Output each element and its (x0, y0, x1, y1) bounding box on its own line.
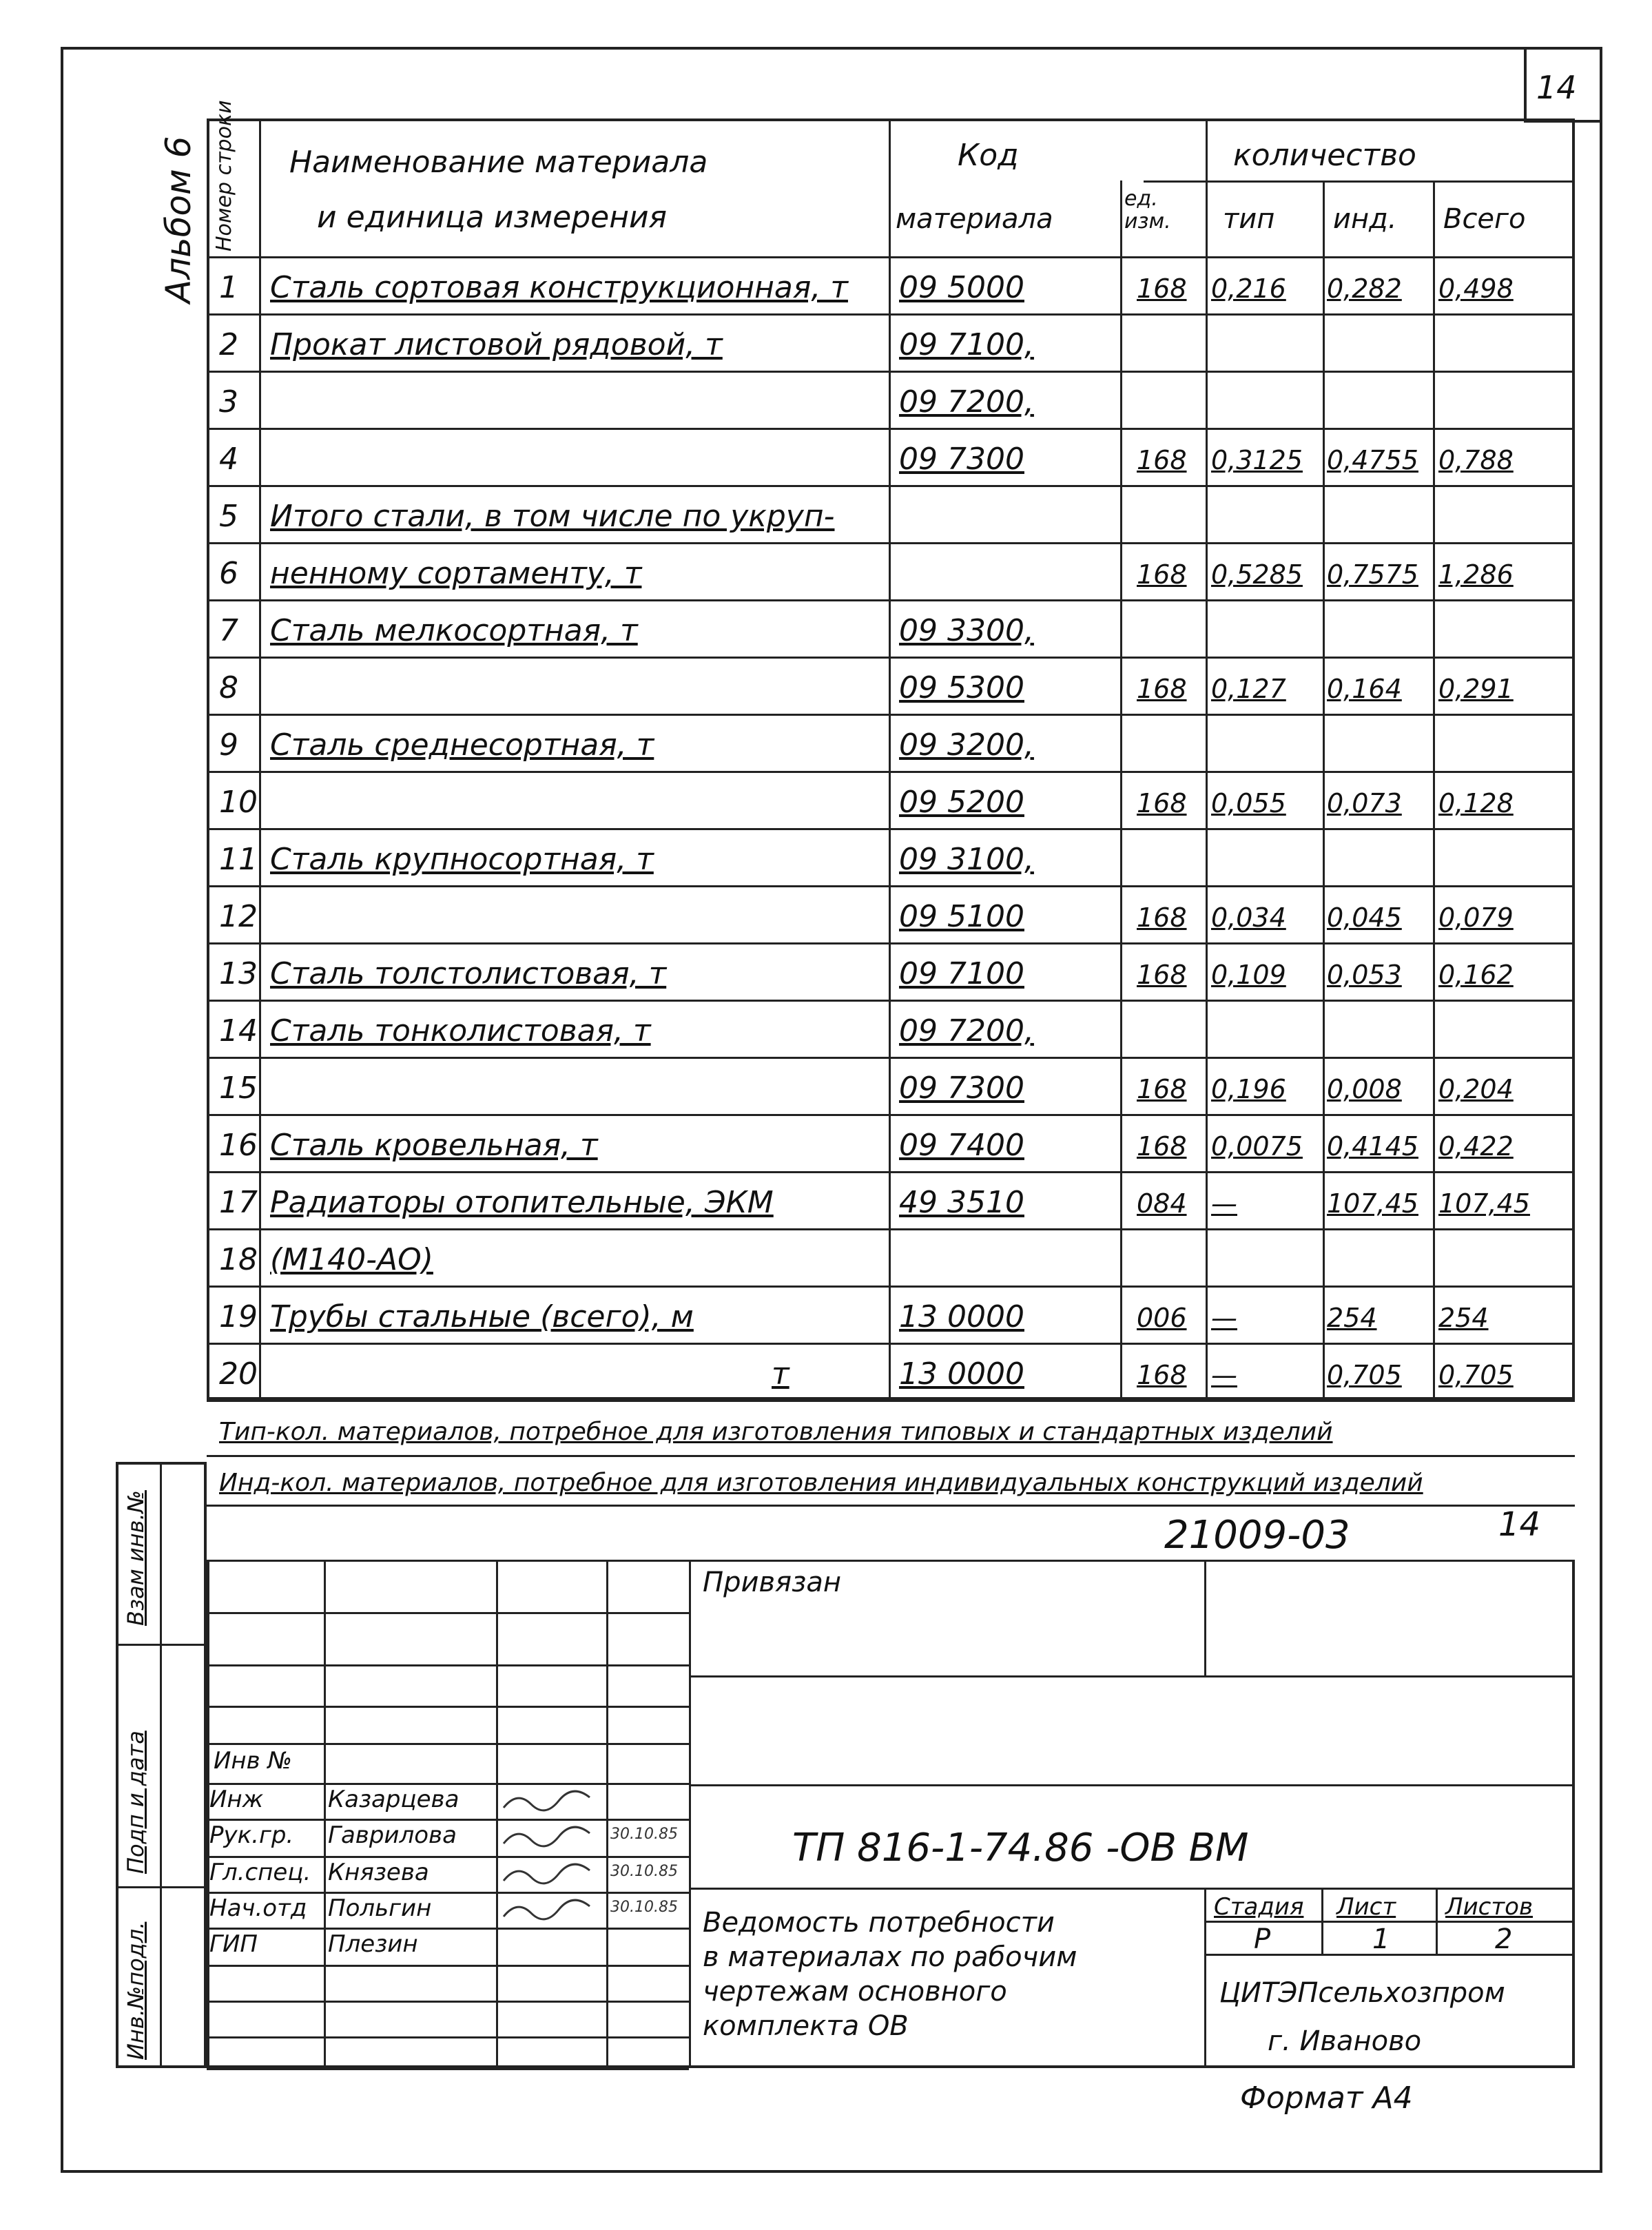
qty-ind: 107,45 (1327, 1188, 1418, 1219)
material-name: Итого стали, в том числе по укруп- (270, 499, 835, 534)
tb-line-c (689, 1888, 1575, 1890)
material-name: Сталь толстолистовая, т (270, 956, 667, 991)
material-code: 09 3100, (899, 842, 1034, 877)
unit-code: 168 (1137, 1131, 1187, 1162)
material-name: (М140-АО) (270, 1242, 433, 1277)
note-ind: Инд-кол. материалов, потребное для изготовления индивидуальных конструкций изделий (219, 1469, 1423, 1497)
qty-ind: 0,164 (1327, 674, 1402, 704)
row-number: 18 (219, 1242, 258, 1277)
qty-total: 0,291 (1438, 674, 1514, 704)
tb-privyazan-split (1204, 1560, 1206, 1675)
qty-ind: 0,045 (1327, 902, 1402, 933)
row-divider (207, 313, 1575, 316)
signature-scribble (500, 1896, 597, 1929)
material-name: Сталь крупносортная, т (270, 842, 654, 877)
unit-code: 168 (1137, 1074, 1187, 1104)
staff-role: Нач.отд (209, 1895, 307, 1922)
row-divider (207, 885, 1575, 887)
tb-split (689, 1560, 691, 2068)
qty-tip: 0,5285 (1211, 559, 1303, 590)
col-line-name (889, 118, 891, 1400)
staff-grid-col (606, 1560, 608, 2068)
row-divider (207, 1228, 1575, 1230)
tb-sheets: 2 (1495, 1923, 1513, 1955)
header-quantity: количество (1233, 138, 1416, 173)
tb-org: ЦИТЭПсельхозпром (1219, 1977, 1505, 2009)
row-divider (207, 428, 1575, 430)
material-code: 09 5000 (899, 270, 1024, 305)
material-name: Прокат листовой рядовой, т (270, 327, 723, 362)
doc-number: 21009-03 (1164, 1513, 1350, 1558)
qty-total: 0,128 (1438, 788, 1514, 818)
material-code: 09 7200, (899, 384, 1034, 420)
signature-scribble (500, 1823, 597, 1856)
material-code: 13 0000 (899, 1356, 1024, 1392)
staff-grid-row (207, 1743, 689, 1745)
notes-top (207, 1400, 1575, 1402)
sidebar-divider (160, 1462, 162, 2068)
unit-code: 168 (1137, 788, 1187, 818)
qty-tip: 0,216 (1211, 273, 1286, 304)
sidebar-podp: Подп и дата (123, 1731, 149, 1874)
header-code: Код (958, 138, 1019, 173)
material-name: Сталь сортовая конструкционная, т (270, 270, 848, 305)
row-divider (207, 714, 1575, 716)
row-number: 1 (219, 270, 238, 305)
material-name: Сталь тонколистовая, т (270, 1013, 651, 1049)
tb-desc-4: комплекта ОВ (703, 2010, 909, 2042)
qty-ind: 0,4145 (1327, 1131, 1418, 1162)
tb-line-a (689, 1675, 1575, 1677)
tb-stage-label: Стадия (1214, 1893, 1304, 1921)
note-tip: Тип-кол. материалов, потребное для изготовления типовых и стандартных изделий (219, 1418, 1333, 1446)
header-qty-total: Всего (1443, 203, 1526, 235)
unit-code: 168 (1137, 445, 1187, 475)
sidebar-line-1 (116, 1644, 207, 1646)
tb-doc-code: ТП 816-1-74.86 -ОВ ВМ (792, 1826, 1249, 1870)
unit-code: 168 (1137, 273, 1187, 304)
staff-name: Гаврилова (328, 1821, 457, 1849)
signature-scribble (500, 1787, 597, 1820)
material-name: Сталь среднесортная, т (270, 727, 654, 763)
staff-date: 30.10.85 (610, 1826, 678, 1843)
material-code: 09 7200, (899, 1013, 1034, 1049)
tb-desc-2: в материалах по рабочим (703, 1941, 1077, 1973)
row-divider (207, 1057, 1575, 1059)
material-code: 09 5300 (899, 670, 1024, 705)
row-divider (207, 1286, 1575, 1288)
row-divider (207, 542, 1575, 544)
staff-role: ГИП (209, 1930, 258, 1958)
qty-tip: — (1211, 1303, 1237, 1333)
staff-grid-row (207, 1664, 689, 1666)
tb-line-b (689, 1784, 1575, 1786)
row-number: 7 (219, 613, 238, 648)
sidebar-inv: Инв.№подл. (123, 1921, 149, 2060)
qty-tip: 0,0075 (1211, 1131, 1303, 1162)
tb-desc-1: Ведомость потребности (703, 1907, 1055, 1939)
qty-total: 0,162 (1438, 960, 1514, 990)
material-code: 09 7400 (899, 1128, 1024, 1163)
qty-tip: — (1211, 1360, 1237, 1390)
staff-name: Плезин (328, 1930, 418, 1958)
row-divider (207, 485, 1575, 487)
sidebar-vzam: Взам инв.№ (123, 1490, 149, 1626)
col-line-code (1120, 180, 1122, 1400)
doc-page: 14 (1498, 1505, 1541, 1544)
material-code: 09 7300 (899, 442, 1024, 477)
row-number: 20 (219, 1356, 258, 1392)
material-code: 09 5200 (899, 785, 1024, 820)
row-number: 8 (219, 670, 238, 705)
tb-stage-v2 (1436, 1888, 1438, 1954)
qty-total: 1,286 (1438, 559, 1514, 590)
col-line-tip (1323, 180, 1325, 1400)
header-divider-code (1144, 180, 1575, 183)
qty-ind: 0,073 (1327, 788, 1402, 818)
material-name: ненному сортаменту, т (270, 556, 642, 591)
staff-grid-row (207, 1819, 689, 1821)
tb-city: г. Иваново (1268, 2025, 1422, 2057)
material-name: Трубы стальные (всего), м (270, 1299, 694, 1334)
staff-grid-row (207, 1856, 689, 1858)
header-qty-ind: инд. (1333, 203, 1397, 235)
staff-grid-col (324, 1560, 326, 2068)
row-number: 13 (219, 956, 258, 991)
qty-ind: 0,053 (1327, 960, 1402, 990)
staff-grid-row (207, 1965, 689, 1967)
col-line-unit (1206, 118, 1208, 1400)
qty-total: 0,788 (1438, 445, 1514, 475)
staff-grid-row (207, 1560, 689, 1562)
row-divider (207, 371, 1575, 373)
qty-tip: 0,109 (1211, 960, 1286, 990)
material-code: 09 7100, (899, 327, 1034, 362)
material-code: 49 3510 (899, 1185, 1024, 1220)
header-code-material: материала (896, 203, 1053, 235)
header-bottom (207, 256, 1575, 258)
notes-mid (207, 1455, 1575, 1457)
material-name: Сталь мелкосортная, т (270, 613, 638, 648)
staff-name: Польгин (328, 1895, 432, 1922)
col-line-rowno (259, 118, 261, 1400)
tb-privyazan: Привязан (703, 1567, 842, 1598)
row-number: 17 (219, 1185, 258, 1220)
row-number: 3 (219, 384, 238, 420)
row-number: 16 (219, 1128, 258, 1163)
qty-total: 107,45 (1438, 1188, 1530, 1219)
row-divider (207, 771, 1575, 773)
row-divider (207, 942, 1575, 944)
header-name-line2: и единица измерения (317, 200, 668, 235)
staff-grid-row (207, 1892, 689, 1894)
header-qty-tip: тип (1223, 203, 1275, 235)
row-divider (207, 828, 1575, 830)
staff-grid-row (207, 1928, 689, 1930)
row-number: 11 (219, 842, 258, 877)
page-number: 14 (1536, 69, 1577, 106)
qty-tip: 0,127 (1211, 674, 1286, 704)
tb-sheet: 1 (1372, 1923, 1390, 1955)
col-line-ind (1433, 180, 1435, 1400)
row-divider (207, 1000, 1575, 1002)
qty-total: 254 (1438, 1303, 1489, 1333)
staff-grid-row (207, 1706, 689, 1708)
sidebar-line-2 (116, 1886, 207, 1888)
row-number: 2 (219, 327, 238, 362)
staff-grid-row (207, 1612, 689, 1614)
row-divider (207, 599, 1575, 601)
header-code-unit: ед. изм. (1124, 187, 1171, 234)
row-number: 10 (219, 785, 258, 820)
tb-format: Формат А4 (1240, 2081, 1413, 2116)
staff-name: Князева (328, 1859, 429, 1886)
row-number: 15 (219, 1071, 258, 1106)
qty-ind: 0,4755 (1327, 445, 1418, 475)
tb-inv-no: Инв № (214, 1747, 292, 1775)
header-name-line1: Наименование материала (289, 145, 708, 180)
unit-code: 168 (1137, 960, 1187, 990)
qty-tip: — (1211, 1188, 1237, 1219)
unit-code: 168 (1137, 559, 1187, 590)
row-number: 4 (219, 442, 238, 477)
row-number: 14 (219, 1013, 258, 1049)
material-name: Радиаторы отопительные, ЭКМ (270, 1185, 774, 1220)
qty-total: 0,204 (1438, 1074, 1514, 1104)
material-code: 09 3300, (899, 613, 1034, 648)
tb-stage-v1 (1321, 1888, 1323, 1954)
material-code: 09 3200, (899, 727, 1034, 763)
unit-code: 084 (1137, 1188, 1187, 1219)
tb-right-split (1204, 1888, 1206, 2068)
row-number: 9 (219, 727, 238, 763)
row-divider (207, 1114, 1575, 1116)
material-code: 09 7100 (899, 956, 1024, 991)
material-code: 09 7300 (899, 1071, 1024, 1106)
qty-total: 0,498 (1438, 273, 1514, 304)
qty-tip: 0,055 (1211, 788, 1286, 818)
staff-date: 30.10.85 (610, 1899, 678, 1916)
row-divider (207, 1343, 1575, 1345)
album-label: Альбом 6 (158, 136, 198, 303)
material-name: т (772, 1356, 789, 1392)
unit-code: 006 (1137, 1303, 1187, 1333)
tb-stage: Р (1254, 1923, 1271, 1955)
material-code: 09 5100 (899, 899, 1024, 934)
tb-sheets-label: Листов (1445, 1893, 1534, 1921)
material-name: Сталь кровельная, т (270, 1128, 598, 1163)
row-divider (207, 657, 1575, 659)
staff-grid-col (496, 1560, 498, 2068)
tb-sheet-label: Лист (1336, 1893, 1396, 1921)
staff-role: Гл.спец. (209, 1859, 311, 1886)
qty-tip: 0,034 (1211, 902, 1286, 933)
qty-ind: 0,008 (1327, 1074, 1402, 1104)
qty-total: 0,705 (1438, 1360, 1514, 1390)
staff-grid-row (207, 1783, 689, 1785)
row-number: 5 (219, 499, 238, 534)
material-code: 13 0000 (899, 1299, 1024, 1334)
staff-role: Инж (209, 1786, 264, 1813)
unit-code: 168 (1137, 674, 1187, 704)
staff-date: 30.10.85 (610, 1863, 678, 1880)
qty-ind: 0,7575 (1327, 559, 1418, 590)
signature-scribble (500, 1860, 597, 1893)
qty-total: 0,422 (1438, 1131, 1514, 1162)
staff-name: Казарцева (328, 1786, 460, 1813)
row-number: 6 (219, 556, 238, 591)
qty-ind: 0,282 (1327, 273, 1402, 304)
tb-stage-mid (1204, 1921, 1575, 1923)
tb-desc-3: чертежам основного (703, 1976, 1007, 2007)
row-divider (207, 1171, 1575, 1173)
qty-tip: 0,3125 (1211, 445, 1303, 475)
row-number: 19 (219, 1299, 258, 1334)
qty-ind: 254 (1327, 1303, 1377, 1333)
qty-tip: 0,196 (1211, 1074, 1286, 1104)
notes-bottom (207, 1505, 1575, 1507)
unit-code: 168 (1137, 1360, 1187, 1390)
staff-grid-row (207, 2068, 689, 2070)
staff-grid-row (207, 2036, 689, 2038)
staff-grid-row (207, 2001, 689, 2003)
qty-total: 0,079 (1438, 902, 1514, 933)
row-number: 12 (219, 899, 258, 934)
staff-role: Рук.гр. (209, 1821, 294, 1849)
header-row-no: Номер строки (212, 100, 236, 251)
qty-ind: 0,705 (1327, 1360, 1402, 1390)
unit-code: 168 (1137, 902, 1187, 933)
